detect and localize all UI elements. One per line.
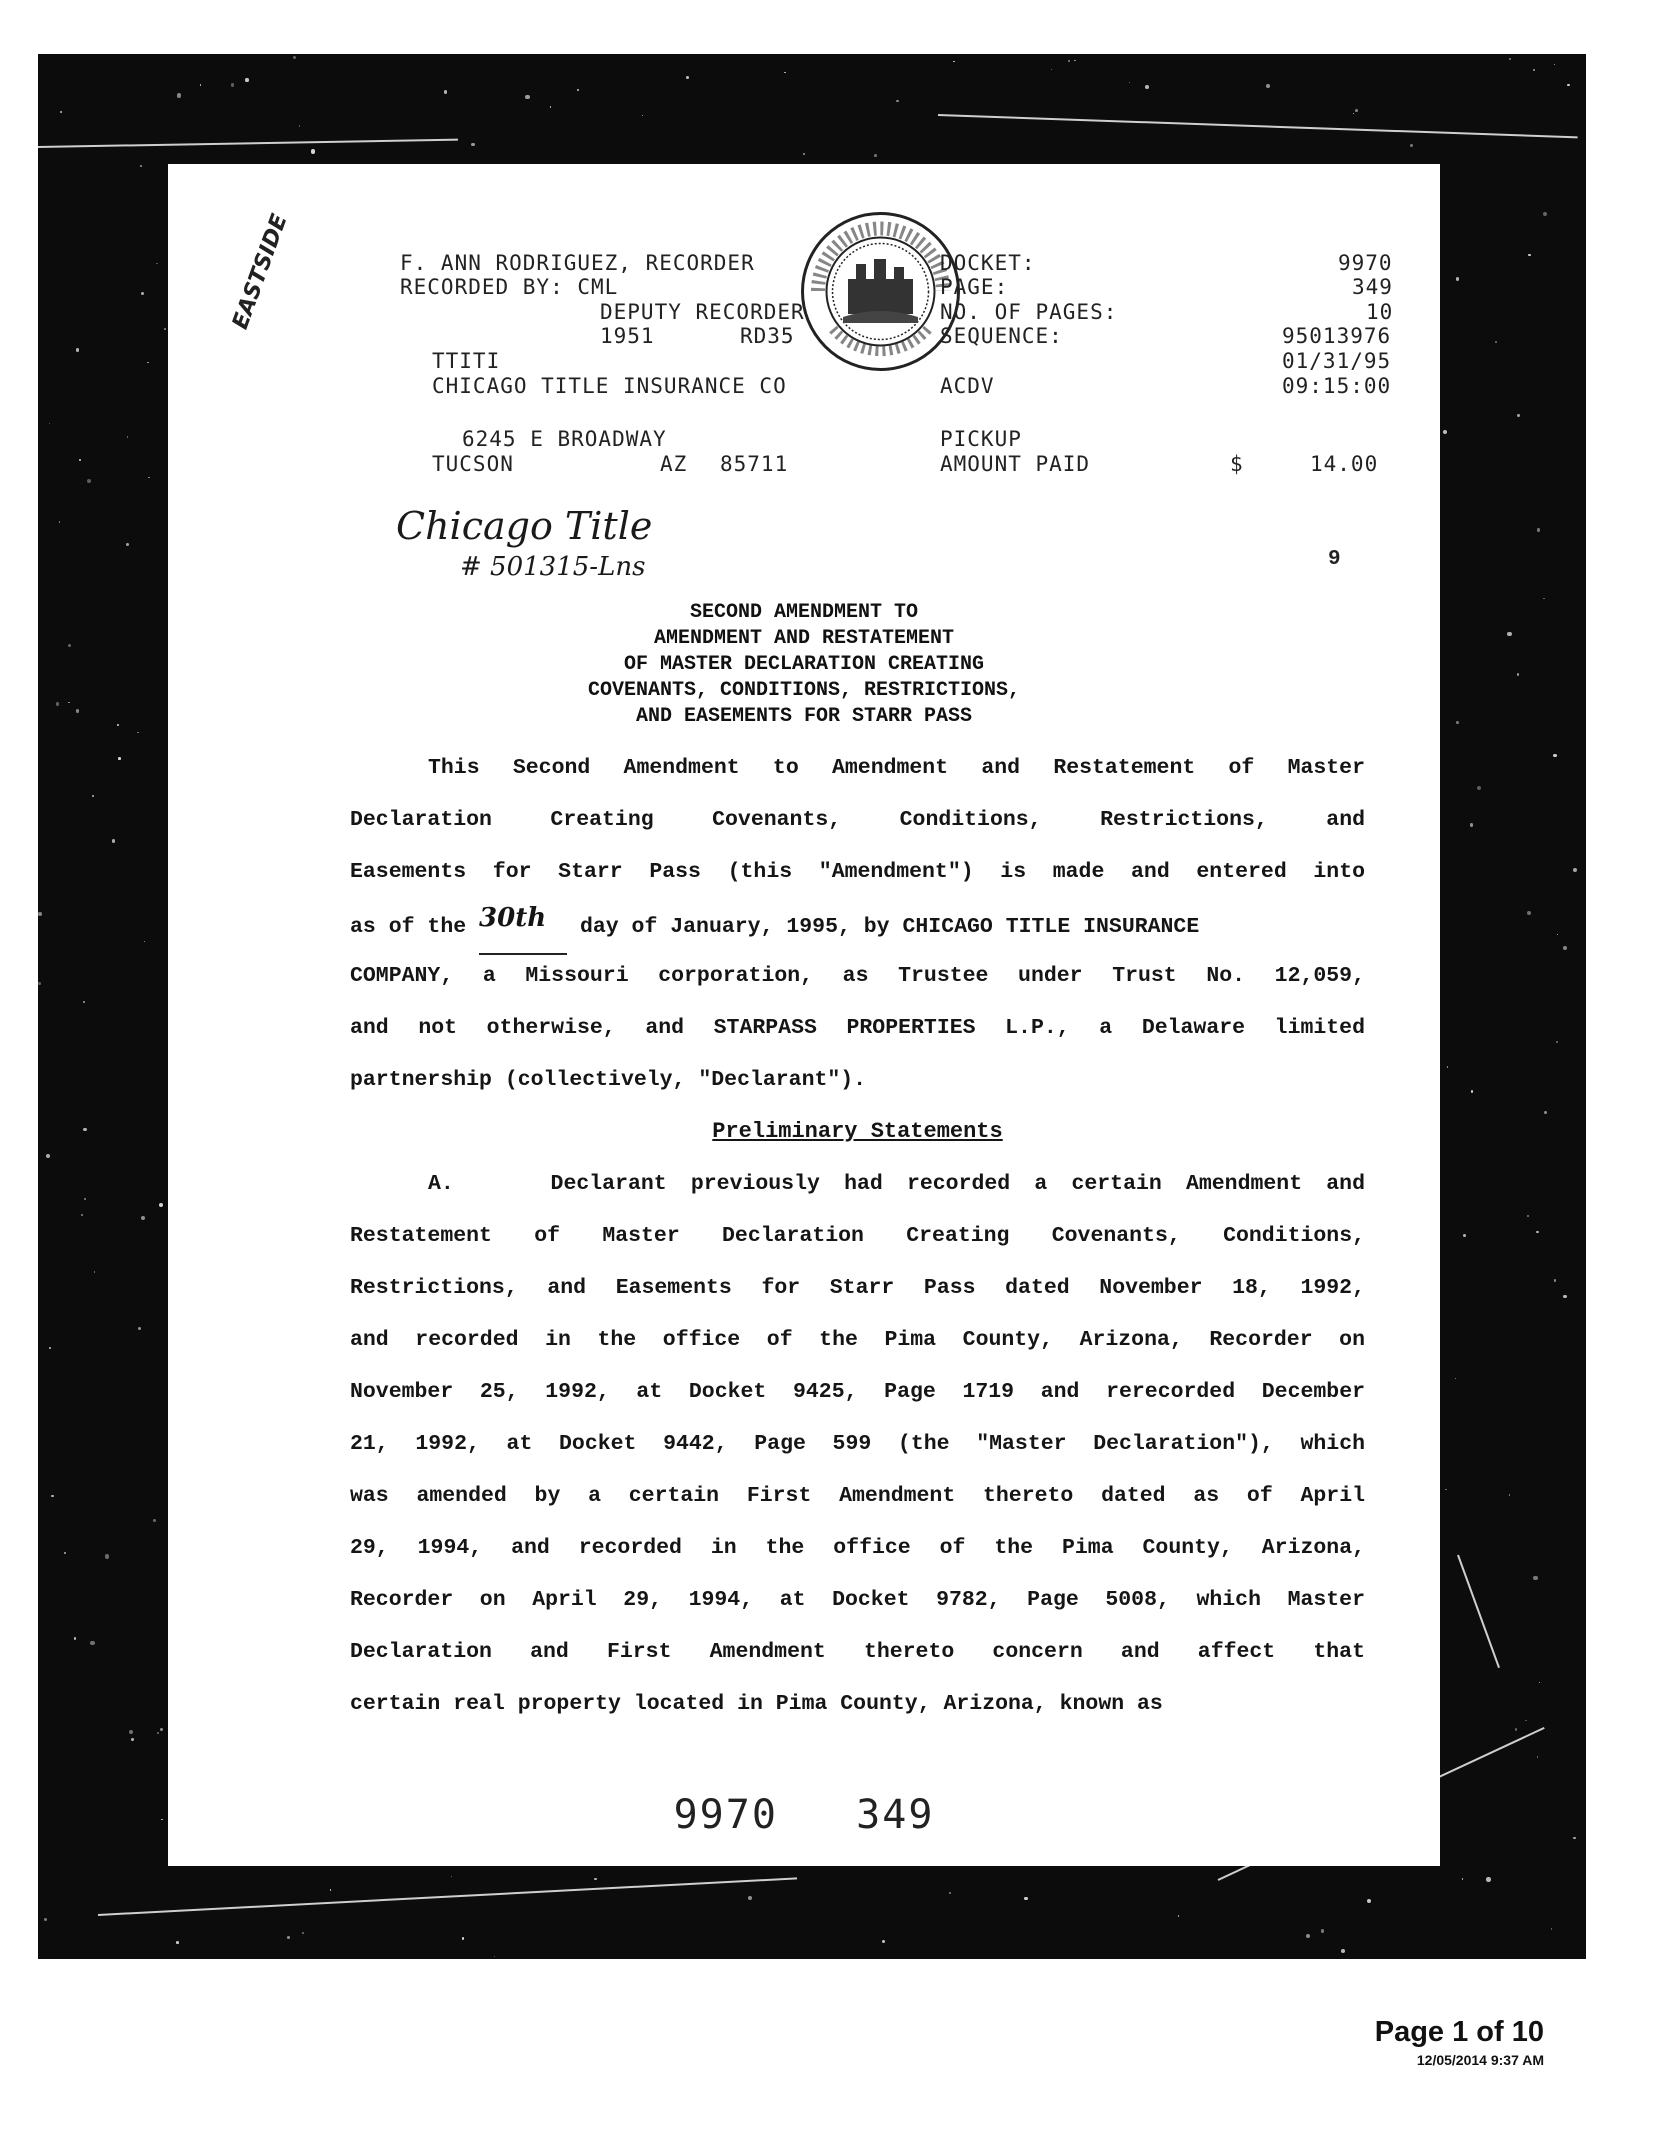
scan-speck	[90, 1641, 94, 1645]
amount-paid-label: AMOUNT PAID	[940, 452, 1091, 476]
text-line: Recorder on April 29, 1994, at Docket 9782, Page 5008, which Master	[350, 1588, 1365, 1612]
scan-speck	[1527, 1215, 1529, 1217]
text-line: Declaration Creating Covenants, Conditions, Restrictions, and	[350, 808, 1365, 832]
return-state: AZ	[660, 452, 688, 476]
page-label-hdr: PAGE:	[940, 275, 1009, 299]
text-line: certain real property located in Pima County, Arizona, known as	[350, 1692, 1163, 1716]
scan-speck	[94, 1271, 95, 1272]
scan-speck	[874, 154, 877, 157]
scan-speck	[1443, 430, 1447, 434]
scan-speck	[159, 1203, 163, 1207]
scan-speck	[38, 982, 41, 985]
return-zip: 85711	[720, 452, 789, 476]
scan-speck	[594, 1878, 596, 1880]
scan-speck	[1447, 1066, 1449, 1068]
page-mark: 9	[1328, 548, 1342, 571]
scan-speck	[131, 1738, 134, 1741]
scan-speck	[81, 1214, 82, 1215]
scan-speck	[64, 1552, 67, 1555]
scan-speck	[68, 702, 70, 704]
text-line: Restrictions, and Easements for Starr Pass dated November 18, 1992,	[350, 1276, 1365, 1300]
scan-speck	[1557, 934, 1558, 935]
record-date: 01/31/95	[1282, 349, 1392, 373]
text-line: and recorded in the office of the Pima County, Arizona, Recorder on	[350, 1328, 1365, 1352]
scan-speck	[1536, 1231, 1539, 1234]
scan-speck	[164, 328, 166, 330]
deputy-recorder: DEPUTY RECORDER	[600, 300, 805, 324]
scan-speck	[1455, 1378, 1456, 1379]
sequence-value: 95013976	[1282, 324, 1392, 348]
scan-speck	[1341, 1949, 1345, 1953]
scan-speck	[1486, 1877, 1490, 1881]
scan-speck	[1554, 1279, 1557, 1282]
scan-speck	[1051, 69, 1052, 70]
scan-streak	[938, 114, 1578, 138]
scan-speck	[49, 1347, 51, 1349]
text-line: A. Declarant previously had recorded a certain Amendment and	[428, 1172, 1365, 1196]
title-line: AND EASEMENTS FOR STARR PASS	[635, 705, 973, 728]
scan-speck	[137, 732, 139, 734]
scan-speck	[1353, 113, 1354, 114]
scan-speck	[1573, 1837, 1576, 1840]
scan-speck	[83, 1128, 86, 1131]
text-line: Declaration and First Amendment thereto concern and affect that	[350, 1640, 1365, 1664]
document-title	[168, 600, 1440, 730]
scan-speck	[157, 1732, 158, 1733]
scan-speck	[302, 1932, 305, 1935]
scan-speck	[177, 93, 181, 97]
amount-paid-value: 14.00	[1310, 452, 1379, 476]
scan-speck	[138, 1327, 141, 1330]
scan-streak	[1457, 1555, 1500, 1668]
scan-speck	[1515, 1728, 1518, 1731]
docket-value: 9970	[1338, 251, 1393, 275]
page-value: 349	[1352, 275, 1393, 299]
intro-paragraph	[350, 742, 1365, 1730]
pages-label: NO. OF PAGES:	[940, 300, 1118, 324]
scan-speck	[1456, 277, 1459, 280]
pages-value: 10	[1366, 300, 1394, 324]
scan-speck	[1539, 1682, 1540, 1683]
scan-speck	[1068, 60, 1071, 63]
text-line: 29, 1994, and recorded in the office of the Pima County, Arizona,	[350, 1536, 1365, 1560]
scan-speck	[153, 1519, 156, 1522]
section-heading: Preliminary Statements	[712, 1119, 1003, 1144]
text-line: Restatement of Master Declaration Creating Covenants, Conditions,	[350, 1224, 1365, 1248]
recorded-by: RECORDED BY: CML	[400, 275, 619, 299]
scan-speck	[38, 912, 42, 916]
scan-speck	[1543, 598, 1544, 599]
recorder-code-right: RD35	[740, 324, 795, 348]
scan-speck	[444, 90, 448, 94]
scan-speck	[1266, 84, 1270, 88]
scan-speck	[550, 106, 551, 107]
scan-speck	[1556, 1041, 1558, 1043]
scan-speck	[231, 83, 235, 87]
scan-speck	[471, 143, 475, 147]
scan-speck	[1470, 823, 1474, 827]
scan-speck	[129, 1730, 133, 1734]
scan-speck	[896, 100, 898, 102]
scan-speck	[49, 423, 50, 424]
scan-speck	[147, 362, 148, 363]
scan-speck	[140, 165, 142, 167]
scan-speck	[1129, 82, 1130, 83]
scan-speck	[51, 1495, 54, 1498]
scan-speck	[1537, 1756, 1539, 1758]
scan-speck	[200, 84, 202, 86]
scan-speck	[1537, 528, 1540, 531]
eastside-stamp: EASTSIDE	[228, 211, 293, 333]
scan-speck	[1517, 414, 1519, 416]
date-blank	[479, 898, 567, 955]
scan-speck	[74, 1637, 76, 1639]
recorder-name: F. ANN RODRIGUEZ, RECORDER	[400, 251, 755, 275]
text-line-with-date	[350, 898, 1365, 950]
scan-speck	[451, 1876, 452, 1877]
pickup-label: PICKUP	[940, 427, 1022, 451]
title-line: OF MASTER DECLARATION CREATING	[623, 653, 985, 676]
scan-streak	[38, 139, 458, 148]
scan-speck	[1495, 341, 1497, 343]
scan-speck	[1527, 911, 1531, 915]
scan-speck	[1544, 1111, 1547, 1114]
text-line: Easements for Starr Pass (this "Amendment") is made and entered into	[350, 860, 1365, 884]
scan-speck	[127, 436, 129, 438]
print-timestamp: 12/05/2014 9:37 AM	[1416, 2052, 1544, 2068]
scan-speck	[1074, 60, 1076, 62]
scan-border	[38, 54, 1586, 1959]
text-line: This Second Amendment to Amendment and Restatement of Master	[428, 756, 1365, 780]
scan-speck	[76, 709, 79, 712]
scan-speck	[748, 1896, 752, 1900]
acdv-label: ACDV	[940, 374, 995, 398]
scan-speck	[1463, 1234, 1467, 1238]
return-street: 6245 E BROADWAY	[462, 427, 667, 451]
scan-speck	[126, 543, 129, 546]
text-line: was amended by a certain First Amendment thereto dated as of April	[350, 1484, 1365, 1508]
scan-speck	[1551, 1928, 1553, 1930]
scan-speck	[1563, 946, 1567, 950]
scan-speck	[92, 795, 94, 797]
scan-speck	[245, 78, 249, 82]
scan-speck	[642, 115, 643, 116]
amount-currency: $	[1230, 452, 1244, 476]
scan-speck	[1462, 1878, 1463, 1879]
scan-speck	[84, 1198, 87, 1201]
scan-speck	[112, 839, 115, 842]
scan-speck	[803, 153, 805, 155]
text-line: partnership (collectively, "Declarant").	[350, 1068, 867, 1092]
text-line: COMPANY, a Missouri corporation, as Trustee under Trust No. 12,059,	[350, 964, 1365, 988]
scan-speck	[59, 521, 60, 522]
scan-speck	[1178, 1915, 1180, 1917]
scan-speck	[176, 1941, 179, 1944]
scan-speck	[1445, 1489, 1447, 1491]
scan-speck	[1509, 1494, 1510, 1495]
scan-speck	[1533, 1576, 1537, 1580]
scan-speck	[68, 644, 71, 647]
scan-speck	[1567, 84, 1570, 87]
text-line: November 25, 1992, at Docket 9425, Page 1719 and rerecorded December	[350, 1380, 1365, 1404]
scan-speck	[577, 89, 579, 91]
title-line: SECOND AMENDMENT TO	[689, 601, 919, 624]
text-line: 21, 1992, at Docket 9442, Page 599 (the "Master Declaration"), which	[350, 1432, 1365, 1456]
record-time: 09:15:00	[1282, 374, 1392, 398]
scan-speck	[1477, 786, 1481, 790]
scan-speck	[87, 479, 91, 483]
scan-speck	[105, 1554, 109, 1558]
title-line: COVENANTS, CONDITIONS, RESTRICTIONS,	[587, 679, 1021, 702]
text-fragment: as of the	[350, 915, 467, 939]
scan-speck	[311, 149, 315, 153]
docket-label: DOCKET:	[940, 251, 1036, 275]
scan-speck	[117, 724, 119, 726]
scan-streak	[98, 1877, 797, 1916]
scan-speck	[1306, 1934, 1310, 1938]
text-line: and not otherwise, and STARPASS PROPERTIES L.P., a Delaware limited	[350, 1016, 1365, 1040]
scan-speck	[1573, 868, 1577, 872]
return-company: CHICAGO TITLE INSURANCE CO	[432, 374, 787, 398]
text-fragment: day of January, 1995, by CHICAGO TITLE INSURANCE	[579, 915, 1200, 939]
scan-speck	[330, 1889, 332, 1891]
scan-speck	[1321, 1929, 1325, 1933]
scan-speck	[79, 459, 81, 461]
scan-speck	[462, 1937, 465, 1940]
handwritten-date: 30th	[479, 903, 547, 933]
scan-speck	[1563, 1295, 1566, 1298]
scan-speck	[1507, 632, 1511, 636]
scan-speck	[1509, 58, 1511, 60]
scan-speck	[76, 348, 79, 351]
scan-speck	[46, 1154, 50, 1158]
scan-speck	[1410, 144, 1413, 147]
scan-speck	[953, 61, 955, 63]
scan-speck	[1533, 69, 1535, 71]
return-city: TUCSON	[432, 452, 514, 476]
scan-speck	[882, 1940, 885, 1943]
scan-speck	[83, 1001, 86, 1004]
title-line: AMENDMENT AND RESTATEMENT	[653, 627, 955, 650]
scan-speck	[160, 1728, 163, 1731]
scan-speck	[299, 125, 300, 126]
scan-speck	[1024, 1897, 1027, 1900]
scan-speck	[1456, 721, 1459, 724]
scan-speck	[44, 1918, 47, 1921]
page-counter: Page 1 of 10	[1374, 2016, 1544, 2048]
scan-speck	[1528, 254, 1531, 257]
scan-speck	[161, 1819, 163, 1821]
scan-speck	[784, 72, 786, 74]
scan-speck	[1543, 212, 1547, 216]
footer-docket-page: 9970 349	[673, 1792, 935, 1838]
scan-speck	[141, 1216, 145, 1220]
scan-speck	[144, 941, 146, 943]
county-seal-icon	[798, 209, 963, 374]
scan-speck	[287, 1936, 290, 1939]
scan-speck	[60, 111, 63, 114]
handwritten-note-line2: # 501315-Lns	[460, 552, 646, 582]
scan-speck	[1517, 673, 1520, 676]
scan-speck	[1471, 1090, 1474, 1093]
scan-speck	[148, 477, 150, 479]
scan-speck	[118, 757, 121, 760]
scan-speck	[1553, 754, 1557, 758]
scan-speck	[494, 1956, 495, 1957]
scan-speck	[141, 292, 144, 295]
sequence-label: SEQUENCE:	[940, 324, 1063, 348]
scan-speck	[686, 76, 689, 79]
scan-speck	[1355, 109, 1358, 112]
scan-speck	[1145, 85, 1149, 89]
scan-speck	[525, 95, 529, 99]
document-page	[168, 164, 1440, 1866]
recorder-code-left: 1951	[600, 324, 655, 348]
scan-speck	[949, 1892, 951, 1894]
scan-speck	[1525, 1720, 1527, 1722]
scan-speck	[1367, 1899, 1371, 1903]
scan-speck	[1554, 64, 1555, 65]
handwritten-note-line1: Chicago Title	[396, 504, 653, 548]
return-code: TTITI	[432, 349, 501, 373]
scan-speck	[156, 263, 158, 265]
scan-speck	[293, 56, 296, 59]
scan-speck	[56, 702, 59, 705]
